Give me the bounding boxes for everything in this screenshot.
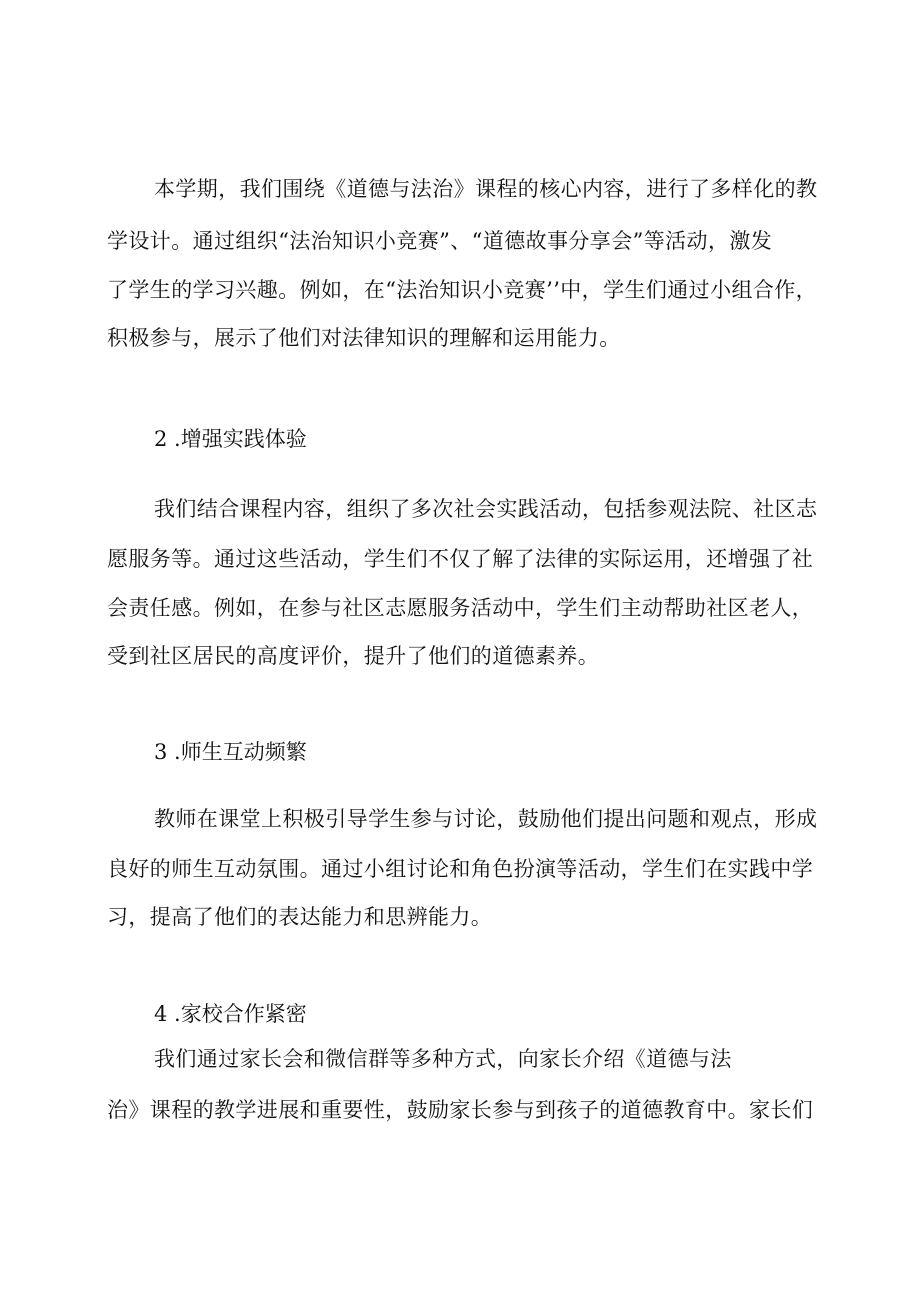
paragraph-1-line-4: 积极参与，展示了他们对法律知识的理解和运用能力。 — [107, 326, 621, 350]
section-heading-3: 3 .师生互动频繁 — [154, 740, 307, 764]
paragraph-2-line-1: 我们结合课程内容，组织了多次社会实践活动，包括参观法院、社区志 — [154, 497, 818, 521]
paragraph-4-line-1: 我们通过家长会和微信群等多种方式，向家长介绍《道德与法 — [154, 1047, 732, 1071]
paragraph-1-line-2: 学设计。通过组织“法治知识小竞赛”、“道德故事分享会”等活动，激发 — [107, 229, 773, 253]
paragraph-4-line-2: 治》课程的教学进展和重要性，鼓励家长参与到孩子的道德教育中。家长们 — [107, 1098, 814, 1122]
paragraph-2-line-2: 愿服务等。通过这些活动，学生们不仅了解了法律的实际运用，还增强了社 — [107, 547, 814, 571]
paragraph-2-line-4: 受到社区居民的高度评价，提升了他们的道德素养。 — [107, 644, 600, 668]
section-heading-4: 4 .家校合作紧密 — [154, 1002, 307, 1026]
paragraph-3-line-3: 习，提高了他们的表达能力和思辨能力。 — [107, 905, 493, 929]
paragraph-1-line-1: 本学期，我们围绕《道德与法治》课程的核心内容，进行了多样化的教 — [154, 177, 818, 201]
paragraph-1-line-3: 了学生的学习兴趣。例如，在“法治知识小竞赛’’中，学生们通过小组合作， — [107, 278, 818, 302]
section-heading-2: 2 .增强实践体验 — [154, 427, 307, 451]
paragraph-3-line-2: 良好的师生互动氛围。通过小组讨论和角色扮演等活动，学生们在实践中学 — [107, 857, 814, 881]
paragraph-3-line-1: 教师在课堂上积极引导学生参与讨论，鼓励他们提出问题和观点，形成 — [154, 807, 818, 831]
paragraph-2-line-3: 会责任感。例如，在参与社区志愿服务活动中，学生们主动帮助社区老人， — [107, 596, 814, 620]
